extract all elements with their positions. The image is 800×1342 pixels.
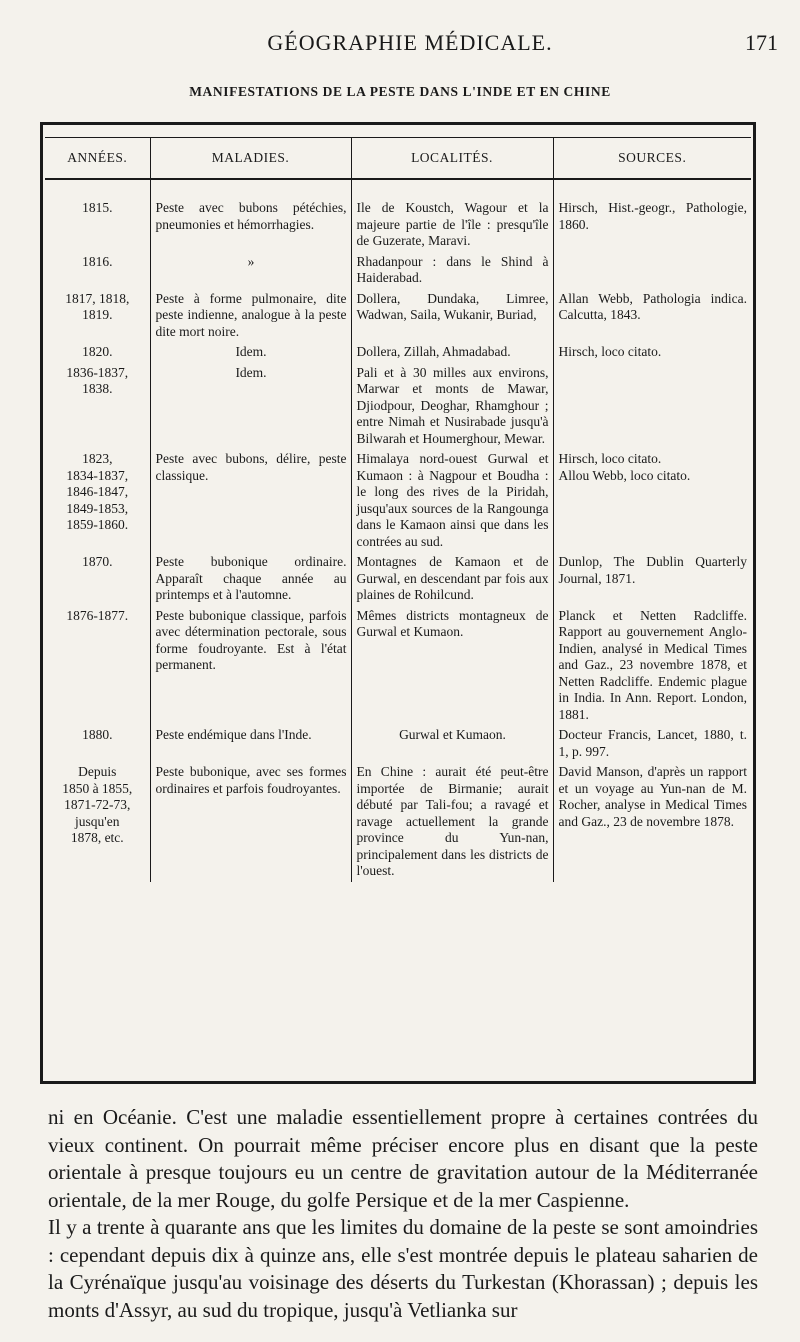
- year-cell: 1870.: [82, 554, 113, 569]
- source-cell: Hirsch, Hist.-geogr., Pathologie, 1860.: [553, 179, 751, 252]
- body-paragraph: Il y a trente à quarante ans que les limites du domaine de la peste se sont amoindries : cependant depuis dix à quinze ans, elle s'est montrée depuis le plateau saharien de la Cyrénaïque jusqu'au voisinage des déserts du Turkestan (Khorassan) ; depuis les monts d'Assyr, au sud du tropique, jusqu'à Vetlianka sur: [48, 1215, 758, 1322]
- year-cell: Depuis 1850 à 1855, 1871-72-73, jusqu'en 1878, etc.: [62, 764, 133, 845]
- location-cell: Montagnes de Kamaon et de Gurwal, en descendant par fois aux plaines de Rohilcund.: [351, 552, 553, 606]
- page-header: [40, 26, 780, 56]
- location-cell: Himalaya nord-ouest Gurwal et Kumaon : à Nagpour et Boudha : le long des rives de la Piridah, jusqu'aux sources de la Rangounga dans le Kamaon ainsi que dans les contrées au sud.: [351, 449, 553, 552]
- table-row: [45, 552, 751, 606]
- source-cell: Hirsch, loco citato.: [553, 342, 751, 363]
- source-cell: David Manson, d'après un rapport et un voyage au Yun-nan de M. Rocher, analyse in Medical Times and Gaz., 23 de novembre 1878.: [553, 762, 751, 882]
- disease-cell: Idem.: [150, 363, 351, 450]
- source-cell: [553, 363, 751, 450]
- table-title: MANIFESTATIONS DE LA PESTE DANS L'INDE ET EN CHINE: [189, 84, 611, 99]
- disease-cell: Peste bubonique classique, parfois avec détermination pectorale, sous forme foudroyante. Est à l'état permanent.: [150, 606, 351, 726]
- location-cell: Mêmes districts montagneux de Gurwal et Kumaon.: [351, 606, 553, 726]
- column-header-years: ANNÉES.: [45, 138, 150, 180]
- table-row: [45, 449, 751, 552]
- table-frame: [40, 122, 756, 1084]
- table-row: [45, 179, 751, 252]
- disease-cell: »: [150, 252, 351, 289]
- year-cell: 1880.: [82, 727, 113, 742]
- table-row: [45, 725, 751, 762]
- column-header-localities: LOCALITÉS.: [351, 138, 553, 180]
- source-cell: Docteur Francis, Lancet, 1880, t. 1, p. 997.: [553, 725, 751, 762]
- location-cell: Dollera, Dundaka, Limree, Wadwan, Saila, Wukanir, Buriad,: [351, 289, 553, 343]
- column-header-sources: SOURCES.: [553, 138, 751, 180]
- table-row: [45, 363, 751, 450]
- disease-cell: Peste endémique dans l'Inde.: [150, 725, 351, 762]
- year-cell: 1816.: [82, 253, 113, 269]
- page-number: 171: [745, 30, 778, 55]
- year-cell: 1820.: [82, 344, 113, 359]
- year-cell: 1823, 1834-1837, 1846-1847, 1849-1853, 1859-1860.: [66, 451, 129, 532]
- source-cell: Planck et Netten Radcliffe. Rapport au gouvernement Anglo-Indien, analysé in Medical Times and Gaz., 23 novembre 1878, et Netten Radcliffe. Endemic plague in India. In Ann. Report. London, 1881.: [553, 606, 751, 726]
- year-cell: 1815.: [82, 200, 113, 215]
- disease-cell: Peste à forme pulmonaire, dite peste indienne, analogue à la peste dite mort noire.: [150, 289, 351, 343]
- running-title: GÉOGRAPHIE MÉDICALE.: [267, 30, 553, 55]
- source-cell: Dunlop, The Dublin Quarterly Journal, 1871.: [553, 552, 751, 606]
- body-text: [48, 1104, 758, 1324]
- column-header-diseases: MALADIES.: [150, 138, 351, 180]
- body-paragraph: ni en Océanie. C'est une maladie essentiellement propre à certaines contrées du vieux continent. On pourrait même préciser encore plus en disant que la peste orientale à presque toujours eu un centre de gravitation autour de la Méditerranée orientale, de la mer Rouge, du golfe Persique et de la mer Caspienne.: [48, 1105, 758, 1212]
- plague-table: [45, 137, 751, 882]
- disease-cell: Peste bubonique ordinaire. Apparaît chaque année au printemps et à l'automne.: [150, 552, 351, 606]
- table-header-row: [45, 138, 751, 180]
- location-cell: Pali et à 30 milles aux environs, Marwar et monts de Mawar, Djiodpour, Deoghar, Rhamghour ; entre Nimah et Nusirabade jusqu'à Bilwarah et Houmerghour, Mewar.: [351, 363, 553, 450]
- location-cell: Rhadanpour : dans le Shind à Haiderabad.: [351, 252, 553, 289]
- year-cell: 1836-1837, 1838.: [66, 364, 129, 396]
- source-cell: Allan Webb, Pathologia indica. Calcutta, 1843.: [553, 289, 751, 343]
- disease-cell: Peste bubonique, avec ses formes ordinaires et parfois foudroyantes.: [150, 762, 351, 882]
- location-cell: Gurwal et Kumaon.: [351, 725, 553, 762]
- source-cell: Hirsch, loco citato. Allou Webb, loco citato.: [553, 449, 751, 552]
- location-cell: Ile de Koustch, Wagour et la majeure partie de l'île : presqu'île de Guzerate, Maravi.: [351, 179, 553, 252]
- source-cell: [553, 252, 751, 289]
- year-cell: 1817, 1818, 1819.: [65, 290, 130, 322]
- disease-cell: Peste avec bubons, délire, peste classique.: [150, 449, 351, 552]
- table-row: [45, 762, 751, 882]
- table-row: [45, 342, 751, 363]
- year-cell: 1876-1877.: [66, 607, 129, 623]
- table-row: [45, 289, 751, 343]
- location-cell: Dollera, Zillah, Ahmadabad.: [351, 342, 553, 363]
- disease-cell: Idem.: [150, 342, 351, 363]
- disease-cell: Peste avec bubons pétéchies, pneumonies et hémorrhagies.: [150, 179, 351, 252]
- location-cell: En Chine : aurait été peut-être importée de Birmanie; aurait débuté par Tali-fou; a ravagé et ravage actuellement la grande province du Yun-nan, principalement dans les districts de l'ouest.: [351, 762, 553, 882]
- table-row: [45, 252, 751, 289]
- table-row: [45, 606, 751, 726]
